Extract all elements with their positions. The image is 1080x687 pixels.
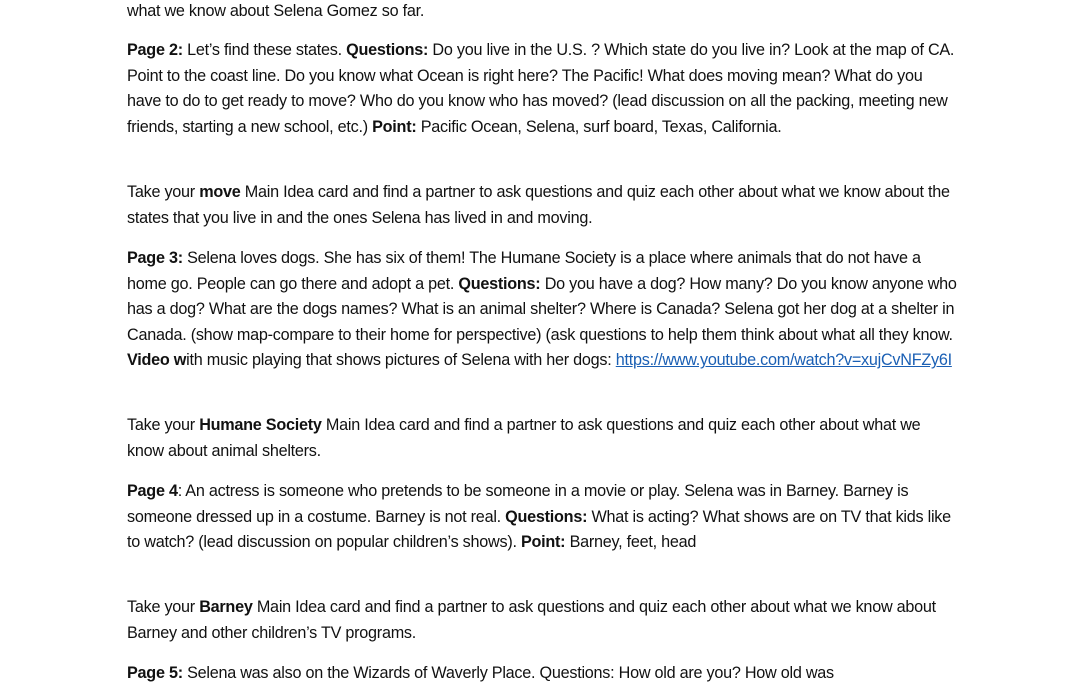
text-run: Take your	[127, 183, 200, 201]
text-run: Selena was also on the Wizards of Waverly Place. Questions: How old are you? How old was	[182, 664, 834, 682]
bold-label: Questions:	[346, 41, 429, 59]
bold-label: Video w	[127, 351, 187, 370]
bold-label: Page 2:	[127, 41, 183, 59]
bold-label: Point:	[372, 117, 417, 136]
text-run: : An actress is someone who pretends to be someone in a movie or play. Selena was in Barney. Barney is someone dressed up in a costume. Barney is not real.	[127, 482, 909, 526]
paragraph-page-2	[127, 38, 957, 140]
text-run: Main Idea card and find a partner to ask questions and quiz each other about what we know about animal shelters.	[127, 416, 921, 460]
bold-label: Page 3:	[127, 249, 183, 267]
text-run: What is acting? What shows are on TV that kids like to watch? (lead discussion on popular children’s shows).	[127, 507, 951, 552]
text-run: Pacific Ocean, Selena, surf board, Texas, California.	[416, 117, 782, 136]
text-run: Barney, feet, head	[565, 533, 697, 552]
paragraph-page-5	[127, 661, 957, 687]
text-run: Do you live in the U.S. ? Which state do you live in? Look at the map of CA. Point to the coast line. Do you know what Ocean is right here? The Pacific! What does moving mean? What do you have to do to get ready to move? Who do you know who has moved? (lead discussion on all the packing, meeting new friends, starting a new school, etc.)	[127, 41, 955, 136]
bold-label: Questions:	[458, 274, 541, 293]
text-run: Let’s find these states.	[182, 41, 347, 59]
paragraph-page-3	[127, 246, 957, 374]
paragraph-page-4	[127, 479, 957, 556]
text-run: Take your	[127, 598, 200, 616]
paragraph-move-card	[127, 180, 957, 231]
text-run: Do you have a dog? How many? Do you know anyone who has a dog? What are the dogs names? What is an animal shelter? Where is Canada? Selena got her dog at a shelter in Canada. (show map-compare to their home for perspective) (ask questions to help them think about what all they know.	[127, 274, 957, 344]
bold-label: Questions:	[505, 507, 588, 526]
text-run: Main Idea card and find a partner to ask questions and quiz each other about what we know about the states that you live in and the ones Selena has lived in and moving.	[127, 183, 950, 227]
paragraph-barney-card	[127, 595, 957, 646]
bold-label: Point:	[520, 533, 566, 552]
paragraph-humane-society-card	[127, 413, 957, 464]
paragraph-intro-tail	[127, 0, 957, 25]
bold-label: Humane Society	[199, 416, 322, 434]
text-run: Take your	[127, 416, 200, 434]
text-run: what we know about Selena Gomez so far.	[127, 2, 425, 20]
bold-label: Page 4	[127, 482, 178, 500]
bold-label: Page 5:	[127, 664, 183, 682]
bold-label: Barney	[199, 598, 253, 616]
video-link[interactable]: https://www.youtube.com/watch?v=xujCvNFZy6I	[615, 351, 952, 370]
text-run: Main Idea card and find a partner to ask questions and quiz each other about what we know about Barney and other children’s TV programs.	[127, 598, 936, 642]
bold-label: move	[199, 183, 241, 201]
text-run: Selena loves dogs. She has six of them! The Humane Society is a place where animals that do not have a home go. People can go there and adopt a pet.	[127, 249, 921, 293]
text-run: ith music playing that shows pictures of Selena with her dogs:	[186, 351, 616, 370]
